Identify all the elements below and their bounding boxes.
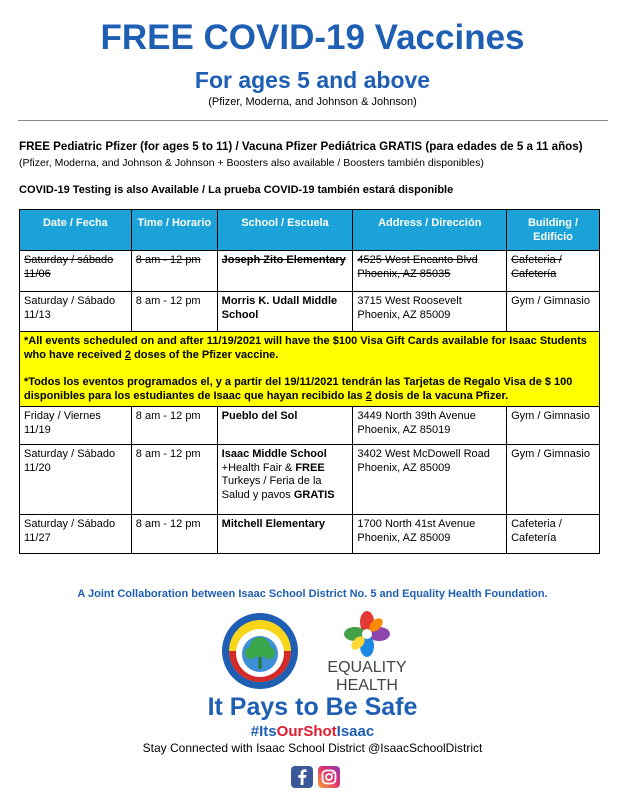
row-address [353,292,507,332]
row-school-extra: +Health Fair & [221,461,296,474]
notice-spanish-text: *Todos los eventos programados el, y a partir del 19/11/2021 tendrán las Tarjetas de Regalo Visa de $ 100 disponibles para los estudiantes de Isaac que hayan recibido las [24,376,573,402]
row-address [353,515,507,554]
hashtag-part-1: #Its [250,723,277,740]
row-address-line2: Phoenix, AZ 85035 [357,267,451,280]
hashtag [0,723,625,741]
tagline: It Pays to Be Safe [207,693,418,721]
row-address-line1: 3449 North 39th Avenue [357,410,476,422]
table-row [20,445,600,515]
notice-english [24,335,595,362]
row-address-line2: Phoenix, AZ 85019 [357,423,451,436]
row-date: Saturday / sábado 11/06 [20,251,132,292]
header-school: School / Escuela [217,210,353,251]
table-row [20,407,600,445]
notice-spanish [24,376,595,403]
row-school: Morris K. Udall Middle School [217,292,353,332]
pediatric-note-normal: (Pfizer, Moderna, and Johnson & Johnson + Boosters also available / Boosters también disponibles) [19,157,484,169]
row-school [217,445,353,515]
table-header-row [20,210,600,251]
table-row [20,515,600,554]
row-school-free: FREE [295,461,325,474]
instagram-icon[interactable] [318,766,340,788]
row-date: Saturday / Sábado 11/20 [20,445,132,515]
table-row [20,251,600,292]
schedule-table [19,209,600,554]
row-school: Pueblo del Sol [217,407,353,445]
row-building: Gym / Gimnasio [507,445,600,515]
header-building: Building / Edificio [507,210,600,251]
header-date: Date / Fecha [20,210,132,251]
pediatric-note [19,139,609,171]
row-address-line2: Phoenix, AZ 85009 [357,461,451,474]
row-address-line1: 3402 West McDowell Road [357,448,490,460]
row-address [353,251,507,292]
page-subtitle: For ages 5 and above [194,67,431,93]
table-row [20,292,600,332]
row-address-line2: Phoenix, AZ 85009 [357,531,451,544]
row-address-line1: 3715 West Roosevelt [357,295,462,307]
row-time: 8 am - 12 pm [131,445,217,515]
isaac-school-district-logo [220,611,300,693]
testing-note: COVID-19 Testing is also Available / La prueba COVID-19 también estará disponible [19,184,454,196]
gift-card-notice [20,332,600,407]
collaboration-note: A Joint Collaboration between Isaac School District No. 5 and Equality Health Foundation. [77,588,548,600]
divider [18,120,608,121]
row-address [353,445,507,515]
notice-english-text: *All events scheduled on and after 11/19/2021 will have the $100 Visa Gift Cards available for Isaac Students who have received [24,335,587,361]
row-school: Mitchell Elementary [217,515,353,554]
row-address-line1: 1700 North 41st Avenue [357,518,476,530]
row-school-extra-2: Turkeys / Feria de la Salud y pavos [221,475,322,501]
facebook-icon[interactable] [291,766,313,788]
row-building: Gym / Gimnasio [507,407,600,445]
vaccines-note: (Pfizer, Moderna, and Johnson & Johnson) [208,96,417,108]
row-time: 8 am - 12 pm [131,292,217,332]
row-time: 8 am - 12 pm [131,407,217,445]
header-address: Address / Dirección [353,210,507,251]
row-time: 8 am - 12 pm [131,251,217,292]
pediatric-note-bold: FREE Pediatric Pfizer (for ages 5 to 11) / Vacuna Pfizer Pediátrica GRATIS (para edades de 5 a 11 años) [19,140,583,153]
header-time: Time / Horario [131,210,217,251]
hashtag-part-2: OurShot [276,723,337,740]
row-address-line1: 4525 West Encanto Blvd [357,254,478,266]
row-date: Friday / Viernes 11/19 [20,407,132,445]
notice-english-text-end: doses of the Pfizer vaccine. [131,348,279,361]
row-school-gratis: GRATIS [293,488,335,501]
notice-row [20,332,600,407]
row-address [353,407,507,445]
notice-spanish-doses: 2 [365,389,372,402]
row-date: Saturday / Sábado 11/27 [20,515,132,554]
row-school: Joseph Zito Elementary [217,251,353,292]
row-building: Cafeteria / Cafetería [507,515,600,554]
row-address-line2: Phoenix, AZ 85009 [357,308,451,321]
row-building: Gym / Gimnasio [507,292,600,332]
hashtag-part-3: Isaac [336,723,375,740]
equality-health-logo [322,606,412,698]
page-title: FREE COVID-19 Vaccines [100,18,525,57]
row-building: Cafeteria / Cafetería [507,251,600,292]
stay-connected: Stay Connected with Isaac School District @IsaacSchoolDistrict [142,741,483,755]
row-school-name: Isaac Middle School [221,448,327,460]
notice-spanish-text-end: dosis de la vacuna Pfizer. [371,389,509,402]
eh-logo-line2: HEALTH [336,677,398,694]
row-time: 8 am - 12 pm [131,515,217,554]
notice-english-doses: 2 [124,348,132,361]
eh-logo-line1: EQUALITY [327,659,407,676]
row-date: Saturday / Sábado 11/13 [20,292,132,332]
